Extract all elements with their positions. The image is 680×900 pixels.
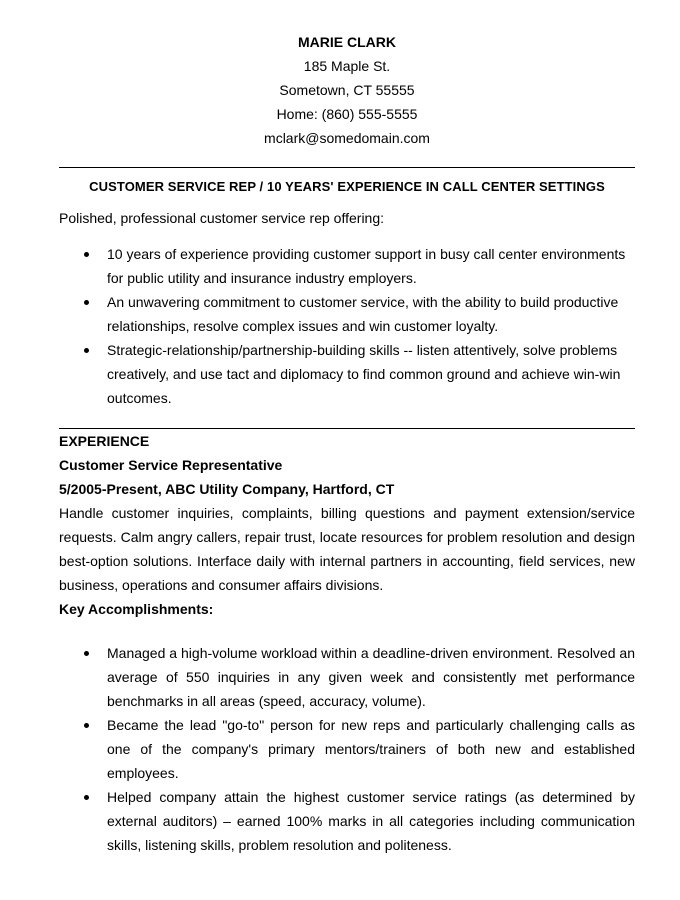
city-state-zip: Sometown, CT 55555 <box>279 82 415 98</box>
divider <box>59 167 635 168</box>
list-item-text: 10 years of experience providing customer support in busy call center environments for public utility and insurance industry employers. <box>107 246 626 286</box>
job-title: Customer Service Representative <box>59 457 283 473</box>
list-item-text: Became the lead "go-to" person for new reps and particularly challenging calls as one of the company's primary mentors/trainers of both new and established employees. <box>107 717 635 781</box>
bullet-icon <box>84 795 89 800</box>
list-item-text: Helped company attain the highest customer service ratings (as determined by external auditors) – earned 100% marks in all categories including communication skills, listening skills, problem resolution and politeness. <box>107 789 635 853</box>
list-item <box>59 641 635 713</box>
accomplishments-heading: Key Accomplishments: <box>59 601 214 617</box>
list-item <box>59 338 635 410</box>
job-dates-company: 5/2005-Present, ABC Utility Company, Hartford, CT <box>59 481 395 497</box>
list-item <box>59 713 635 785</box>
list-item-text: Strategic-relationship/partnership-building skills -- listen attentively, solve problems creatively, and use tact and diplomacy to find common ground and achieve win-win outcomes. <box>107 342 621 406</box>
list-item-text: An unwavering commitment to customer service, with the ability to build productive relationships, resolve complex issues and win customer loyalty. <box>107 294 619 334</box>
list-item <box>59 242 635 290</box>
bullet-icon <box>84 723 89 728</box>
bullet-icon <box>84 300 89 305</box>
summary-bullets <box>59 242 635 410</box>
street-address: 185 Maple St. <box>303 58 391 74</box>
contact-block <box>59 30 635 150</box>
bullet-icon <box>84 252 89 257</box>
job-description: Handle customer inquiries, complaints, billing questions and payment extension/service requests. Calm angry callers, repair trust, locate resources for problem resolution and design best-option solutions. Interface daily with internal partners in accounting, field services, new business, operations and consumer affairs divisions. <box>59 505 635 593</box>
accomplishments-list <box>59 641 635 857</box>
phone-number: Home: (860) 555-5555 <box>276 106 418 122</box>
bullet-icon <box>84 651 89 656</box>
email-address: mclark@somedomain.com <box>264 130 430 146</box>
candidate-name: MARIE CLARK <box>298 34 396 50</box>
list-item <box>59 785 635 857</box>
summary-intro: Polished, professional customer service rep offering: <box>59 210 385 226</box>
list-item <box>59 290 635 338</box>
list-item-text: Managed a high-volume workload within a deadline-driven environment. Resolved an average of 550 inquiries in any given week and consistently met performance benchmarks in all areas (speed, accuracy, volume). <box>107 645 635 709</box>
bullet-icon <box>84 348 89 353</box>
summary-headline: CUSTOMER SERVICE REP / 10 YEARS' EXPERIENCE IN CALL CENTER SETTINGS <box>89 179 605 194</box>
experience-heading: EXPERIENCE <box>59 433 150 449</box>
